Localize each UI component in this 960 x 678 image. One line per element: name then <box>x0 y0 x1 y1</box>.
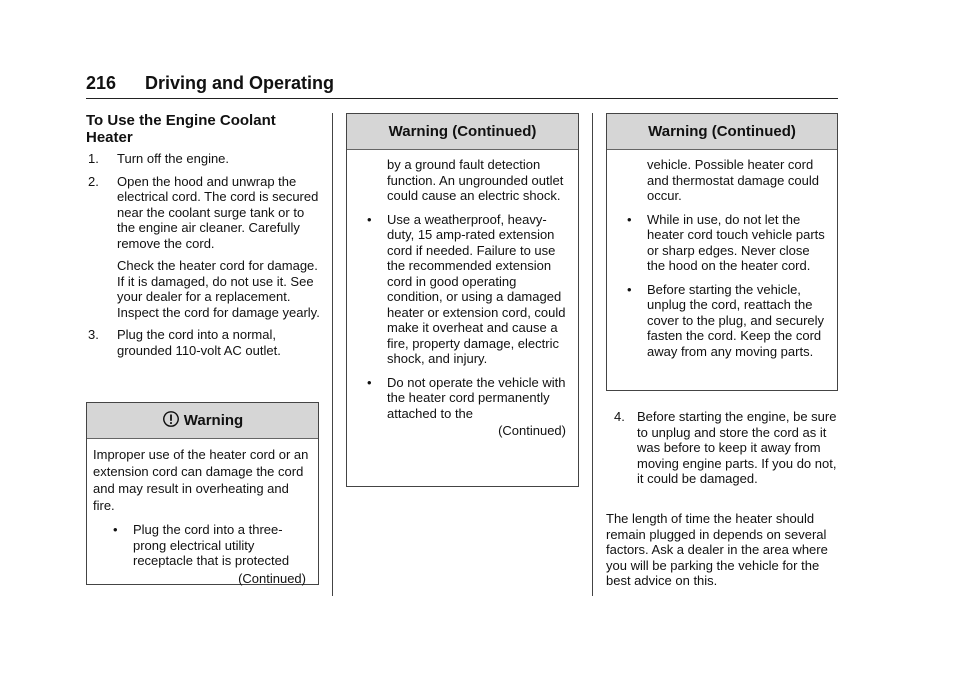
warning-lead-text: vehicle. Possible heater cord and thermostat damage could occur. <box>647 157 819 203</box>
warning-bullet <box>607 282 831 360</box>
bullet-marker: • <box>113 522 118 537</box>
step-text: Before starting the engine, be sure to unplug and store the cord as it was before to keep it away from moving engine parts. If you do not, it could be damaged. <box>637 409 837 486</box>
step-number: 1. <box>88 151 99 166</box>
warning-intro: Improper use of the heater cord or an extension cord can damage the cord and may result in overheating and fire. <box>93 447 309 513</box>
bullet-text: Before starting the vehicle, unplug the cord, reattach the cover to the plug, and securely fasten the cord. Keep the cord away from any moving parts. <box>647 281 825 359</box>
warning-box-continued-right <box>606 113 838 391</box>
continued-label: (Continued) <box>238 570 306 586</box>
step-2 <box>86 174 322 321</box>
warning-box-header: Warning (Continued) <box>607 114 837 150</box>
page-header <box>86 70 838 99</box>
warning-box <box>86 402 319 585</box>
warning-bullet <box>607 212 831 274</box>
bullet-marker: • <box>367 374 372 390</box>
procedure-steps <box>86 151 322 365</box>
section-title: Driving and Operating <box>145 73 335 93</box>
bullet-marker: • <box>367 211 372 227</box>
warning-lead-text: by a ground fault detection function. An ungrounded outlet could cause an electric shock. <box>387 157 564 203</box>
column-divider-left <box>332 113 333 596</box>
warning-box-header: Warning (Continued) <box>347 114 578 150</box>
bullet-text: While in use, do not let the heater cord touch vehicle parts or sharp edges. Never close the hood on the heater cord. <box>647 211 825 273</box>
step-4 <box>606 409 838 487</box>
step-number: 3. <box>88 327 99 342</box>
closing-paragraph: The length of time the heater should remain plugged in depends on several factors. Ask a dealer in the area where you will be parking the vehicle for the best advice on this. <box>606 511 828 588</box>
step-3 <box>86 327 322 358</box>
warning-bullet <box>347 212 572 367</box>
bullet-marker: • <box>627 281 632 297</box>
warning-box-body <box>87 439 318 586</box>
bullet-text: Do not operate the vehicle with the heater cord permanently attached to the <box>387 374 566 421</box>
section-heading: To Use the Engine Coolant Heater <box>86 112 276 146</box>
column-divider-right <box>592 113 593 596</box>
warning-box-body <box>607 150 837 359</box>
continued-label: (Continued) <box>498 423 566 438</box>
warning-bullet <box>93 522 312 569</box>
step-text: Check the heater cord for damage. If it is damaged, do not use it. See your dealer for a replacement. Inspect the cord for damage yearly. <box>117 258 320 320</box>
bullet-text: Use a weatherproof, heavy-duty, 15 amp-rated extension cord if needed. Failure to use the recommended extension cord in good operating condition, or using a damaged heater or extension cord, could make it overheat and cause a fire, property damage, electric shock, and injury. <box>387 211 566 366</box>
warning-box-body <box>347 150 578 439</box>
procedure-step-4 <box>606 409 838 487</box>
warning-box-header <box>87 403 318 439</box>
warning-box-continued-middle <box>346 113 579 487</box>
bullet-marker: • <box>627 211 632 227</box>
page-number: 216 <box>86 73 117 93</box>
step-1 <box>86 151 322 167</box>
step-text: Open the hood and unwrap the electrical cord. The cord is secured near the coolant surge tank or to the engine air cleaner. Carefully remove the cord. <box>117 173 319 251</box>
step-text: Turn off the engine. <box>117 151 230 166</box>
step-number: 4. <box>614 409 625 424</box>
warning-title: Warning <box>183 412 244 429</box>
step-text: Plug the cord into a normal, grounded 110-volt AC outlet. <box>117 327 281 358</box>
warning-icon <box>162 410 180 428</box>
warning-bullet <box>347 375 572 422</box>
bullet-text: Plug the cord into a three-prong electrical utility receptacle that is protected <box>133 522 290 568</box>
step-number: 2. <box>88 173 99 189</box>
